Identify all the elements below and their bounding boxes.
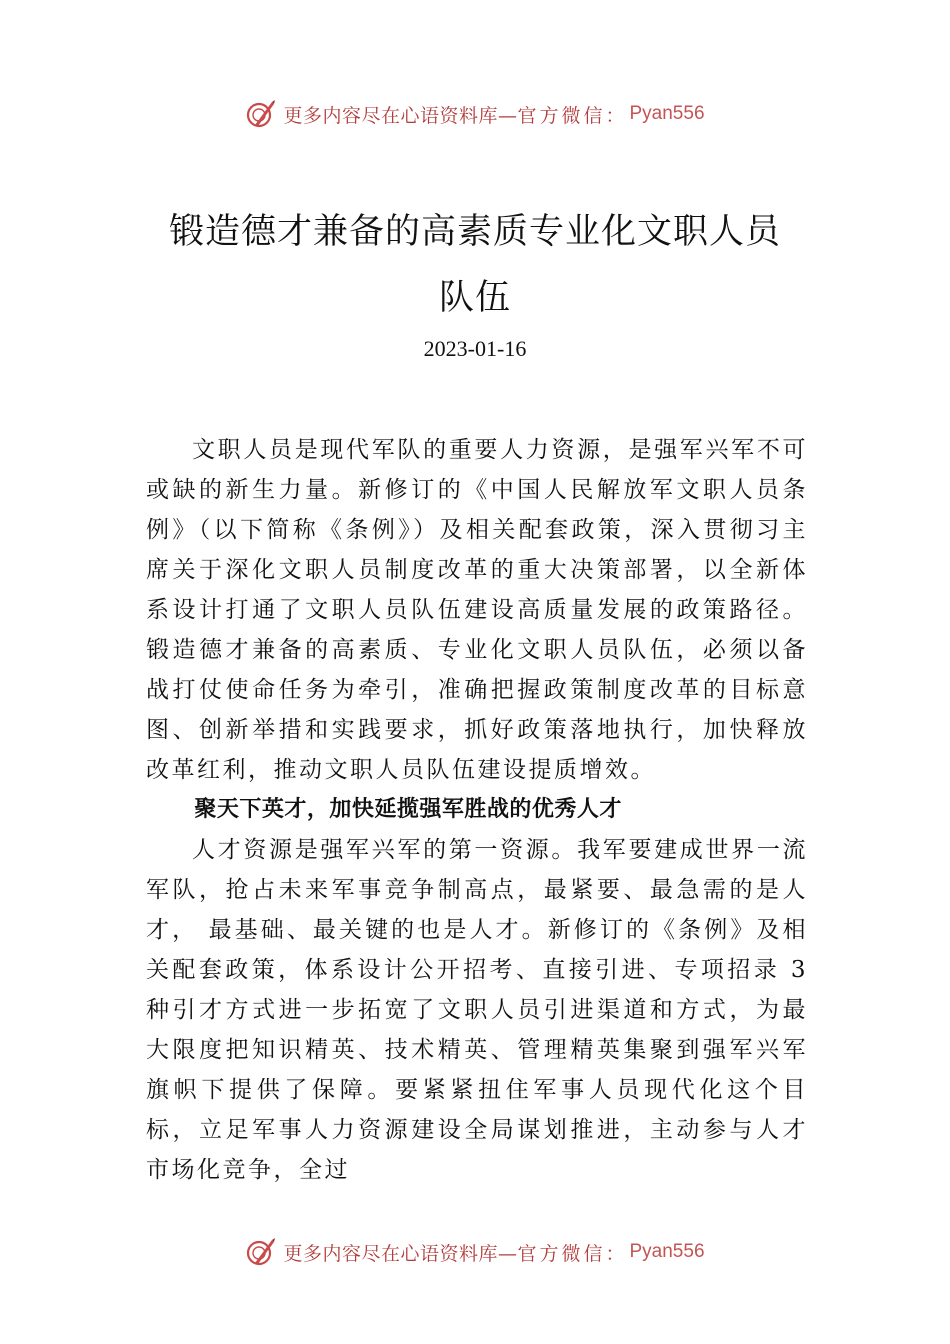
article-body — [146, 430, 808, 1190]
article-title-line2: 队伍 — [438, 278, 511, 318]
paragraph-intro: 文职人员是现代军队的重要人力资源，是强军兴军不可或缺的新生力量。新修订的《中国人民解放军文职人员条例》（以下简称《条例》）及相关配套政策，深入贯彻习主席关于深化文职人员制度改革的重大决策部署，以全新体系设计打通了文职人员队伍建设高质量发展的政策路径。锻造德才兼备的高素质、专业化文职人员队伍，必须以备战打仗使命任务为牵引，准确把握政策制度改革的目标意图、创新举措和实践要求，抓好政策落地执行，加快释放改革红利，推动文职人员队伍建设提质增效。 — [146, 437, 808, 783]
watermark-wechat-label: 官方微信： — [517, 1242, 628, 1265]
quill-pen-icon — [245, 98, 277, 130]
footer-watermark — [0, 1232, 950, 1272]
section-heading: 聚天下英才，加快延揽强军胜战的优秀人才 — [194, 797, 622, 822]
watermark-wechat-id: Pyan556 — [629, 1241, 705, 1262]
watermark-wechat-label: 官方微信： — [517, 104, 628, 127]
article-title-line1: 锻造德才兼备的高素质专业化文职人员 — [168, 212, 781, 252]
watermark-text: 更多内容尽在心语资料库— — [283, 104, 518, 127]
header-watermark — [0, 94, 950, 134]
watermark-text: 更多内容尽在心语资料库— — [283, 1242, 518, 1265]
quill-pen-icon — [245, 1236, 277, 1268]
paragraph-talent: 人才资源是强军兴军的第一资源。我军要建成世界一流军队，抢占未来军事竞争制高点，最紧要、最急需的是人才， 最基础、最关键的也是人才。新修订的《条例》及相关配套政策，体系设计公开招考、直接引进、专项招录 3 种引才方式进一步拓宽了文职人员引进渠道和方式，为最大限度把知识精英、技术精英、管理精英集聚到强军兴军旗帜下提供了保障。要紧紧扭住军事人员现代化这个目标，立足军事人力资源建设全局谋划推进，主动参与人才市场化竞争，全过 — [146, 837, 808, 1183]
watermark-wechat-id: Pyan556 — [629, 103, 705, 124]
article-date: 2023-01-16 — [423, 336, 527, 361]
